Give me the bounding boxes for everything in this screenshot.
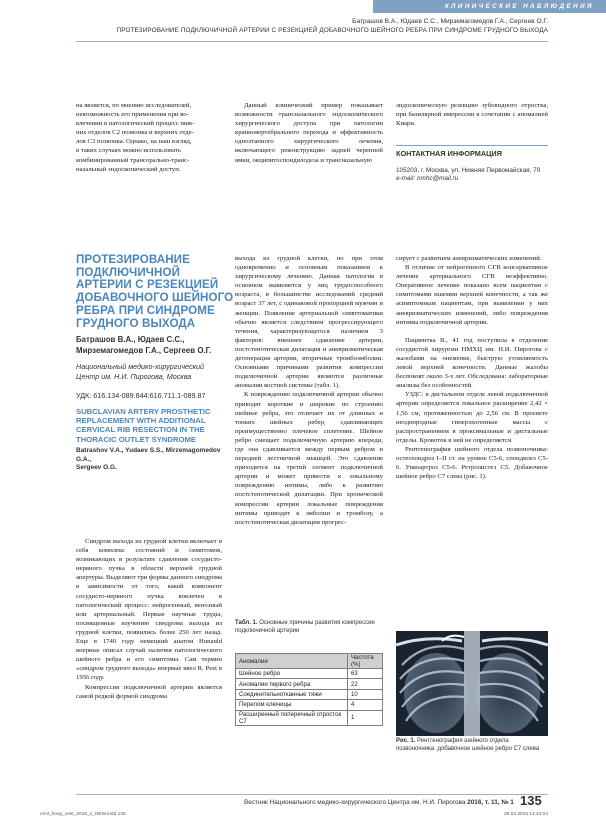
top-col1-line: в таких случаях можно использовать [76,147,181,155]
table-cell: 63 [348,669,383,679]
body-paragraph: сирует с развитием аневризматических изменений. [396,255,542,262]
english-title [76,407,236,444]
xray-left-lung [404,653,468,733]
journal-volume: т. 11, [484,799,500,806]
table-header-cell: Аномалии [236,654,348,669]
authors-line: Мирземагомедов Г.А., Сергеев О.Г. [76,345,212,355]
body-paragraph: выхода из грудной клетки, но при этом одновременно и основным показанием к хирургическому лечению. Данная патология в основном выявляется у лиц трудоспособного возраста, в большинстве исследований средний возраст 37 лет, с одинаковой пропорцией мужчин и женщин. Появление артериальной симптоматики обычно является следствием прогрессирующего течения, характеризующегося наличием 3 факторов: внешнее сдавление артерии, постстенотическая дилатация и аневризматическая дегенерация артерии, вторичные тромбоэмболии. Основными причинами развития компрессии подключичной артерии являются различные аномалии костной системы (табл. 1). [235,255,383,390]
english-title-line: THORACIC OUTLET SYNDROME [76,434,197,444]
body-col-3 [396,254,548,481]
journal-name: Вестник Национального медико-хирургического Центра им. Н.И. Пирогова [244,799,466,806]
english-authors-line: Sergeev O.G. [76,464,117,472]
running-title: ПРОТЕЗИРОВАНИЕ ПОДКЛЮЧИЧНОЙ АРТЕРИИ С РЕЗЕКЦИЕЙ ДОБАВОЧНОГО ШЕЙНОГО РЕБРА ПРИ СИНДРОМЕ ГРУДНОГО ВЫХОДА [116,27,548,34]
figure-caption-number: Рис. 1. [396,738,416,744]
english-authors-line: Batrashov V.A., Yudaev S.S., Mirzemagomedov G.A., [76,447,221,463]
body-paragraph: УЗДС: в дистальном отделе левой подключичной артерии определяется локальное расширение 2,42 × 1,56 см, протяженностью до 2,56 см. В просвете неоднородные гиперэхогенные массы с распространением в проксимальные и дистальные отделы. Кровоток в ней не определяется. [396,391,548,444]
table-row [236,710,383,725]
top-col1-line: комбинированный трансорально-транс- [76,156,190,164]
article-title-line: АРТЕРИИ С РЕЗЕКЦИЕЙ [76,278,219,292]
english-title-line: SUBCLAVIAN ARTERY PROSTHETIC [76,407,211,416]
table-header-row [236,654,383,669]
causes-table [235,653,383,726]
article-title-line: ДОБАВОЧНОГО ШЕЙНОГО [76,291,234,305]
article-title-line: ПРОТЕЗИРОВАНИЕ [76,253,190,266]
top-col-2 [235,101,383,165]
authors-line: Батрашов В.А., Юдаев С.С., [76,335,185,344]
udk-code: УДК: 616.134-089.844:616.711.1-089.87 [76,391,206,400]
top-col2-paragraph: Данный клинический пример показывает возможности трансназального эндоскопического хирургического доступа при патологии краниовертебрального перехода и эффективность одноэтапного хирургического лечения, включающего реконструкцию задней черепной ямки, окципитоспондилодеза и трансназальную [235,102,383,164]
top-col1-line: них отделов С2 позвонка и верхних отде- [76,129,194,137]
contact-divider [396,145,548,146]
table-cell: Шейное ребро [236,669,348,679]
body-paragraph: К повреждению подключичной артерии обычно приводят короткие и широкие по строению шейные ребра, это отличает их от длинных и тонких шейных ребер, сдавливающих преимущественно плечевое сплетение. Шейное ребро смещает подключичную артерию кпереди, где она сдавливается между первым ребром и передней лестничной мышцей. Это сдавление приходится на третий сегмент подключичной артерии и может привести к локальному повреждению интимы, либо к развитию постстенотической дилатации. При хронической компрессии артерии локальные повреждения интимы приводят к эмболии и тромбозу, а постстенотическая дилатация прогрес- [235,391,383,526]
figure-caption-text: Рентгенография шейного отдела позвоночника: добавочное шейное ребро С7 слева [396,738,540,752]
table-cell: 22 [348,679,383,689]
article-title [76,254,236,330]
top-col1-line: лов С3 позвонка. Однако, на наш взгляд, [76,138,192,146]
contact-email: e-mail: nmhc@mail.ru [396,175,459,183]
body-paragraph: Синдром выхода из грудной клетки включает в себя комплекс состояний и симптомов, возникающих в результате сдавления сосудисто-нервного пучка в области верхней грудной апертуры. Выделяют три формы данного синдрома в зависимости от того, какой компонент сосудисто-нервного пучка вовлечен в патологический процесс: нейрогенный, венозный или артериальный. Первые научные труды, посвященные изучению синдрома выхода из грудной клетки, появились более 250 лет назад. Еще в 1740 году немецкий анатом Hunauld впервые описал случай наличия патологического шейного ребра и его симптомы. Сам термин «синдром грудного выхода» впервые ввел R. Peet в 1956 году. [76,538,222,682]
table-cell: Соединительнотканные тяжи [236,689,348,699]
top-col1-line: назальный эндоскопический доступ. [76,165,181,173]
figure-caption [396,738,548,753]
article-title-line: ГРУДНОГО ВЫХОДА [76,316,196,330]
top-col-1 [76,101,222,174]
top-col3-paragraph: эндоскопическую резекцию зубовидного отростка, при базилярной импрессии в сочетании с аномалией Киари. [396,102,548,128]
table-row [236,689,383,699]
section-banner [373,0,606,13]
xray-right-lung [476,653,540,733]
table-caption-number: Табл. 1. [235,620,258,626]
print-file-name: cent_hosp_vest_2016_1_NEW.indd 135 [40,812,126,817]
footer-divider [76,794,548,795]
contact-block [396,167,540,184]
institution [76,362,236,381]
table-cell: 4 [348,700,383,710]
table-header-cell: Частота (%) [348,654,383,669]
top-col1-line: влечении в патологический процесс ниж- [76,120,195,128]
article-title-line: ПОДКЛЮЧИЧНОЙ [76,265,181,279]
table-cell: Перелом ключицы [236,700,348,710]
journal-issue: № 1 [501,799,514,806]
contact-address: 105203, г. Москва, ул. Нижняя Первомайская, 70 [396,167,541,174]
body-paragraph: Компрессия подключичной артерии является самой редкой формой синдрома [76,683,222,700]
table-row [236,679,383,689]
footer-journal: Вестник Национального медико-хирургического Центра им. Н.И. Пирогова 2016, т. 11, № 1 [244,799,514,806]
english-title-line: CERVICAL RIB RESECTION IN THE [76,425,205,435]
top-col-3 [396,101,548,128]
xray-spine [464,631,480,736]
body-col-1 [76,537,222,701]
english-authors [76,447,236,473]
table-caption-text: Основные причины развития компрессии подключичной артерии [235,620,375,634]
contact-heading: КОНТАКТНАЯ ИНФОРМАЦИЯ [396,149,502,158]
xray-figure [396,631,548,736]
table-cell: 1 [348,710,383,725]
body-paragraph: Пациентка В., 41 год поступила в отделение сосудистой хирургии НМХЦ им. Н.И. Пирогова с жалобами на онемение, быструю утомляемость левой верхней конечности. Данные жалобы беспокоят около 3-х лет. Обследована: лабораторные анализы без особенностей. [396,336,548,390]
body-paragraph: В отличие от нейрогенного СГВ консервативное лечение артериального СГВ неэффективно. Оперативное лечение показано всем пациентам с симптомами ишемии верхней конечности, а так же асимптомным пациентам, при выявлении у них аневризматических изменений, либо повреждения интимы подключичной артерии. [396,264,548,326]
institution-line: Центр им. Н.И. Пирогова, Москва [76,371,192,381]
body-col-2 [235,254,383,527]
top-col1-line: на является, по мнению исследователей, невозможность его применения при во- [76,102,192,119]
running-authors: Батрашов В.А., Юдаев С.С., Мирземагомедов Г.А., Сергеев О.Г. [352,18,548,25]
table-row [236,700,383,710]
table-row [236,669,383,679]
section-label: КЛИНИЧЕСКИЕ НАБЛЮДЕНИЯ [444,3,594,10]
table-cell: Расширенный поперечный отросток С7 [236,710,348,725]
article-title-line: РЕБРА ПРИ СИНДРОМЕ [76,303,215,317]
header-divider [76,41,548,42]
table-cell: 10 [348,689,383,699]
journal-year: 2016 [467,799,482,806]
table-caption [235,620,383,635]
print-timestamp: 28.03.2016 14:44:04 [504,812,549,817]
page-number: 135 [520,793,542,808]
body-paragraph: Рентгенография шейного отдела позвоночника: остеохондроз I–II ст. на уровне С5-6, спондилез С5-6. Ункоартроз С5-6. Ретролистез С5. Добавочное шейное ребро С7 слева (рис. 1). [396,445,548,481]
table-cell: Аномалии первого ребра [236,679,348,689]
english-title-line: REPLACEMENT WITH ADDITIONAL [76,416,206,426]
article-authors [76,335,236,356]
institution-line: Национальный медико-хирургический [76,362,204,371]
